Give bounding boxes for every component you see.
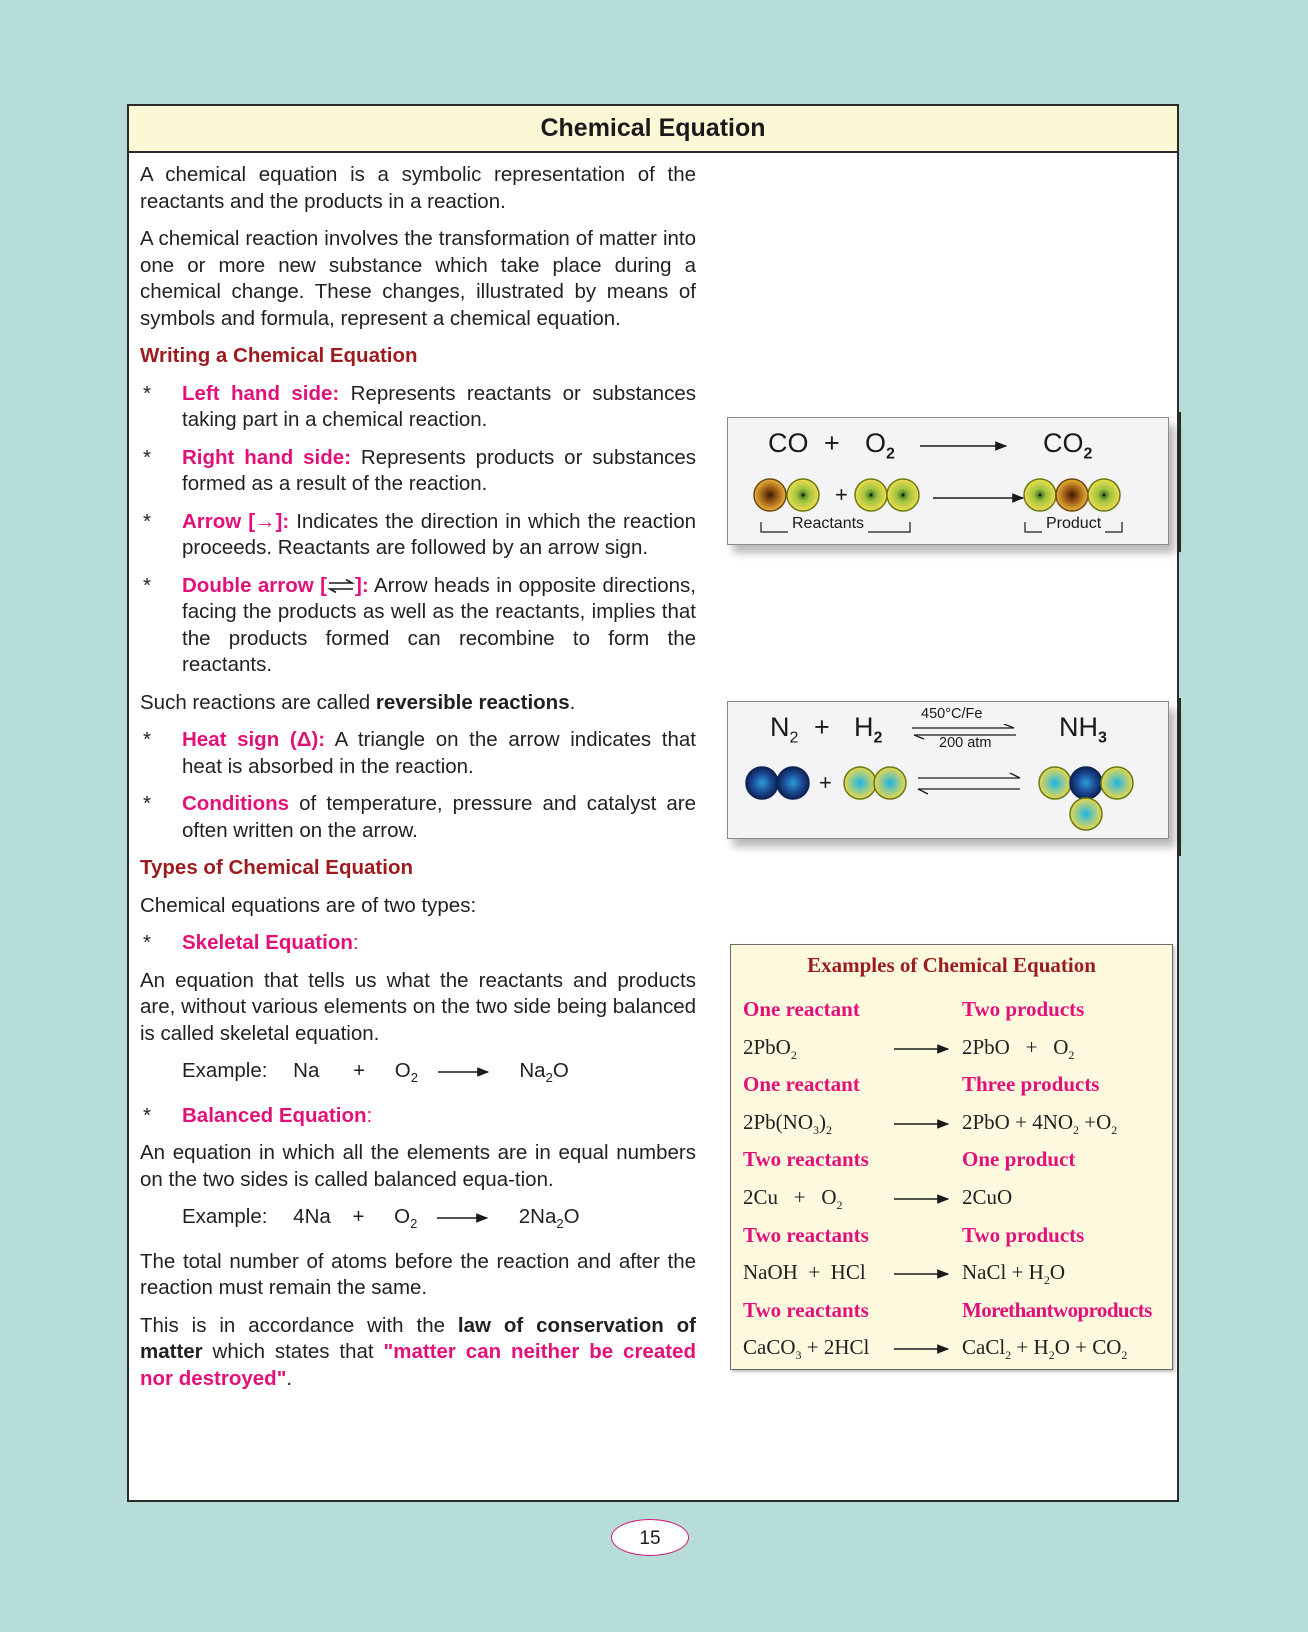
bullet-star-icon: * xyxy=(143,381,151,405)
bullet-term: Left hand side: xyxy=(182,381,340,405)
example-reactant-2-symbol: O xyxy=(394,1059,411,1082)
bullet-double-arrow xyxy=(140,573,696,679)
example-equation-row xyxy=(743,1035,1164,1065)
example-reactant-2-symbol: O xyxy=(394,1205,411,1229)
diagram1-product-sub: 2 xyxy=(1083,445,1093,463)
balanced-text: An equation in which all the elements are in equal numbers on the two sides is called balanced equa-tion. xyxy=(140,1141,696,1191)
hydrogen-atom xyxy=(874,767,906,799)
diagram2-reactant-2-symbol: H xyxy=(854,712,874,742)
intro-paragraph-1: A chemical equation is a symbolic representation of the reactants and the products in a reaction. xyxy=(140,163,696,213)
bullet-term: Double arrow [ xyxy=(182,573,327,597)
example-equation-row xyxy=(743,1110,1164,1140)
examples-box xyxy=(730,944,1173,1370)
example-header-row xyxy=(743,1223,1164,1253)
diagram1-reactant-1: CO xyxy=(768,428,809,458)
diagram2-condition-top: 450°C/Fe xyxy=(921,706,983,722)
reversible-bold: reversible reactions xyxy=(375,690,570,714)
diagram-co-oxidation xyxy=(727,417,1169,545)
diagram2-molecules xyxy=(728,702,1168,838)
example-product-end: O xyxy=(563,1205,580,1229)
bullet-star-icon: * xyxy=(143,445,151,469)
bullet-text: A triangle on the arrow indicates that heat is absorbed in the reaction. xyxy=(182,728,696,778)
diagram2-reactant-1-sub: 2 xyxy=(789,729,799,747)
hydrogen-atom xyxy=(1039,767,1071,799)
types-heading: Types of Chemical Equation xyxy=(140,856,413,879)
intro-paragraph-2: A chemical reaction involves the transformation of matter into one or more new substance which take place during a chemical change. These changes, illustrated by means of symbols and formula, represent a chemical equation. xyxy=(140,227,696,330)
diagram2-plus: + xyxy=(814,712,830,742)
bullet-star-icon: * xyxy=(143,573,151,597)
diagram1-product-symbol: CO xyxy=(1043,428,1084,458)
reaction-arrow-icon xyxy=(438,1066,490,1078)
skeletal-example xyxy=(182,1058,696,1092)
bullet-term: Conditions xyxy=(182,792,290,815)
example-plus: + xyxy=(352,1205,365,1229)
example-product-symbol: Na xyxy=(519,1059,546,1082)
reactants-formula: CaCO$_3$ + 2HCl xyxy=(743,1335,870,1363)
example-product-end: O xyxy=(552,1059,569,1082)
example-equation-row xyxy=(743,1185,1164,1215)
example-arrow-icon xyxy=(894,1343,950,1355)
example-reactant-1: 4Na xyxy=(293,1205,331,1229)
law-end: . xyxy=(286,1366,293,1390)
nitrogen-atom xyxy=(746,767,778,799)
diagram1-reactant-2-symbol: O xyxy=(865,428,887,458)
example-arrow-icon xyxy=(894,1118,950,1130)
bullet-star-icon: * xyxy=(143,509,151,533)
reactants-formula: $2Cu + O_2$ xyxy=(743,1185,843,1213)
balanced-term: Balanced Equation xyxy=(182,1103,367,1127)
law-mid: which states that xyxy=(202,1340,384,1364)
skeletal-colon: : xyxy=(352,931,359,954)
bullet-balanced xyxy=(140,1103,696,1130)
law-bold: law of conservation of matter xyxy=(140,1313,696,1364)
diagram1-molecule-plus: + xyxy=(835,482,848,507)
reactants-formula: $2Pb(NO_3)_2$ xyxy=(743,1109,833,1137)
bullet-text: Indicates the direction in which the reaction proceeds. Reactants are followed by an arrow sign. xyxy=(182,509,696,559)
bullet-heat-sign xyxy=(140,727,696,780)
example-header-row xyxy=(743,1072,1164,1102)
page-number: 15 xyxy=(611,1519,689,1556)
diagram2-molecule-plus: + xyxy=(819,770,832,795)
reactants-formula: NaOH + HCl xyxy=(743,1260,866,1285)
bullet-term: Right hand side: xyxy=(182,445,351,469)
example-product-symbol: 2Na xyxy=(518,1205,557,1229)
bullet-text: Represents reactants or substances taking part in a chemical reaction. xyxy=(182,381,696,431)
example-arrow-icon xyxy=(894,1043,950,1055)
reactants-label: Reactants xyxy=(788,515,868,533)
example-reactant-2-sub: 2 xyxy=(410,1070,418,1086)
hydrogen-atom xyxy=(1101,767,1133,799)
product-count-label: Three products xyxy=(962,1072,1100,1097)
reactants-formula: 2PbO$_2$ xyxy=(743,1034,797,1062)
diagram2-molecule-double-arrow-icon xyxy=(918,773,1020,778)
nitrogen-atom xyxy=(1070,767,1102,799)
diagram2-side-rule xyxy=(1179,698,1181,856)
writing-heading: Writing a Chemical Equation xyxy=(140,344,418,367)
products-formula: $2PbO + O_2$ xyxy=(962,1034,1075,1062)
law-quote: "matter can neither be created nor destroyed" xyxy=(140,1340,696,1390)
bullet-star-icon: * xyxy=(143,728,151,751)
hydrogen-atom xyxy=(844,767,876,799)
law-text xyxy=(140,1313,696,1393)
example-reactant-2 xyxy=(395,1058,418,1092)
product-count-label: Morethantwoproducts xyxy=(962,1297,1152,1322)
diagram1-plus: + xyxy=(824,428,840,458)
carbon-atom xyxy=(754,479,786,511)
diagram2-reactant-2-sub: 2 xyxy=(873,729,883,747)
example-reactant-1: Na xyxy=(293,1059,320,1082)
types-intro: Chemical equations are of two types: xyxy=(140,893,477,917)
example-product-sub: 2 xyxy=(545,1070,553,1086)
carbon-atom xyxy=(1056,479,1088,511)
law-pre: This is in accordance with the xyxy=(140,1313,458,1337)
reactant-count-label: One reactant xyxy=(743,997,860,1021)
reversible-pre: Such reactions are called xyxy=(140,690,376,714)
bullet-text: Represents products or substances formed as a result of the reaction. xyxy=(182,445,697,495)
atoms-text: The total number of atoms before the reaction and after the reaction must remain the same. xyxy=(140,1249,696,1300)
diagram2-reactant-1-symbol: N xyxy=(770,712,790,742)
bullet-text: Arrow heads in opposite directions, facing the products as well as the reactants, implies that the products formed can recombine to form the reactants. xyxy=(182,573,696,676)
diagram1-side-rule xyxy=(1179,412,1181,552)
bullet-conditions xyxy=(140,791,696,844)
products-formula: NaCl + $H_2O$ xyxy=(962,1260,1066,1288)
page-title: Chemical Equation xyxy=(129,106,1177,153)
balanced-colon: : xyxy=(366,1103,373,1127)
bullet-left-hand-side xyxy=(140,381,696,434)
example-plus: + xyxy=(353,1059,366,1082)
reaction-arrow-icon xyxy=(437,1212,489,1224)
product-count-label: Two products xyxy=(962,1222,1085,1247)
balanced-example xyxy=(182,1204,696,1238)
product-count-label: One product xyxy=(962,1147,1076,1172)
products-formula: $2PbO + 4NO_2 +O_2$ xyxy=(962,1109,1118,1137)
bullet-right-hand-side xyxy=(140,445,696,498)
bullet-star-icon: * xyxy=(143,792,151,815)
example-product xyxy=(519,1058,568,1092)
products-formula: CaCl$_2$ + $H_2O + CO_2$ xyxy=(962,1335,1128,1363)
reactant-count-label: Two reactants xyxy=(743,1222,869,1247)
reversible-note xyxy=(140,690,696,717)
example-header-row xyxy=(743,1147,1164,1177)
hydrogen-atom xyxy=(1070,798,1102,830)
bullet-term: Heat sign (Δ): xyxy=(182,728,326,751)
diagram2-product-symbol: NH xyxy=(1059,712,1098,742)
double-arrow-icon xyxy=(327,579,355,593)
reactant-count-label: One reactant xyxy=(743,1072,860,1097)
diagram1-reactant-2-sub: 2 xyxy=(886,445,895,463)
example-equation-row xyxy=(743,1335,1164,1365)
diagram2-product-sub: 3 xyxy=(1098,729,1107,747)
bullet-arrow xyxy=(140,509,696,562)
bullet-skeletal xyxy=(140,930,696,957)
diagram2-condition-bottom: 200 atm xyxy=(939,735,992,751)
product-count-label: Two products xyxy=(962,997,1085,1021)
bullet-star-icon: * xyxy=(143,1103,151,1127)
example-product-sub: 2 xyxy=(556,1216,564,1232)
reactant-count-label: Two reactants xyxy=(743,1297,869,1322)
bullet-term: Arrow [→]: xyxy=(182,509,290,533)
skeletal-term: Skeletal Equation xyxy=(182,931,353,954)
example-equation-row xyxy=(743,1260,1164,1290)
example-header-row xyxy=(743,997,1164,1027)
bullet-text: of temperature, pressure and catalyst are often written on the arrow. xyxy=(182,792,696,842)
example-label: Example: xyxy=(182,1059,268,1082)
example-arrow-icon xyxy=(894,1268,950,1280)
examples-title: Examples of Chemical Equation xyxy=(807,953,1096,977)
example-product xyxy=(519,1204,580,1238)
main-text-column xyxy=(140,162,696,1403)
example-reactant-2 xyxy=(394,1204,417,1238)
bullet-star-icon: * xyxy=(143,931,151,954)
skeletal-text: An equation that tells us what the reactants and products are, without various elements on the two side being balanced is called skeletal equation. xyxy=(140,968,696,1045)
reactant-count-label: Two reactants xyxy=(743,1147,869,1172)
reversible-post: . xyxy=(569,690,576,714)
example-label: Example: xyxy=(182,1205,268,1229)
nitrogen-atom xyxy=(777,767,809,799)
diagram-ammonia-synthesis xyxy=(727,701,1169,839)
products-formula: 2CuO xyxy=(962,1185,1013,1209)
example-header-row xyxy=(743,1298,1164,1328)
bullet-term-end: ]: xyxy=(355,573,369,597)
product-label: Product xyxy=(1042,515,1105,533)
example-reactant-2-sub: 2 xyxy=(410,1216,418,1232)
example-arrow-icon xyxy=(894,1193,950,1205)
